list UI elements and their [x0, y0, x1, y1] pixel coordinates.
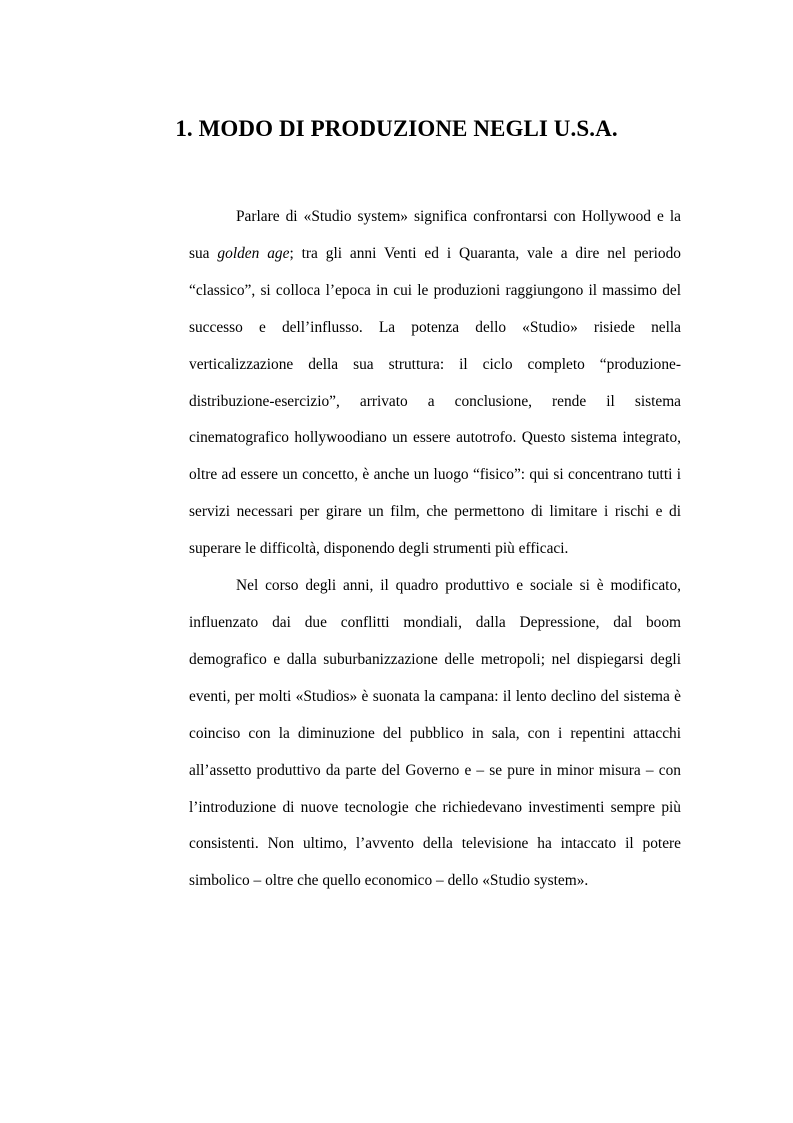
paragraph-2: Nel corso degli anni, il quadro produttivo e sociale si è modificato, influenzato dai due conflitti mondiali, dalla Depressione, dal boom demografico e dalla suburbanizzazione delle metropoli; nel dispiegarsi degli eventi, per molti «Studios» è suonata la campana: il lento declino del sistema è coinciso con la diminuzione del pubblico in sala, con i repentini attacchi all’assetto produttivo da parte del Governo e – se pure in minor misura – con l’introduzione di nuove tecnologie che richiedevano investimenti sempre più consistenti. Non ultimo, l’avvento della televisione ha intaccato il potere simbolico – oltre che quello economico – dello «Studio system». — [189, 577, 681, 890]
chapter-heading: 1. MODO DI PRODUZIONE NEGLI U.S.A. — [175, 116, 618, 141]
paragraph-1-text-end: ; tra gli anni Venti ed i Quaranta, vale a dire nel periodo “classico”, si colloca l’epoca in cui le produzioni raggiungono il massimo del successo e dell’influsso. La potenza dello «Studio» risiede nella verticalizzazione della sua struttura: il ciclo completo “produzione-distribuzione-esercizio”, arrivato a conclusione, rende il sistema cinematografico hollywoodiano un essere autotrofo. Questo sistema integrato, oltre ad essere un concetto, è anche un luogo “fisico”: qui si concentrano tutti i servizi necessari per girare un film, che permettono di limitare i rischi e di superare le difficoltà, disponendo degli strumenti più efficaci. — [189, 244, 681, 558]
paragraph-1 — [189, 199, 681, 568]
paragraph-1-text-start: Parlare di «Studio system» significa confrontarsi con Hollywood e la sua — [189, 208, 681, 262]
body-text — [189, 199, 681, 900]
paragraph-1-italic-phrase: golden age — [217, 244, 290, 262]
